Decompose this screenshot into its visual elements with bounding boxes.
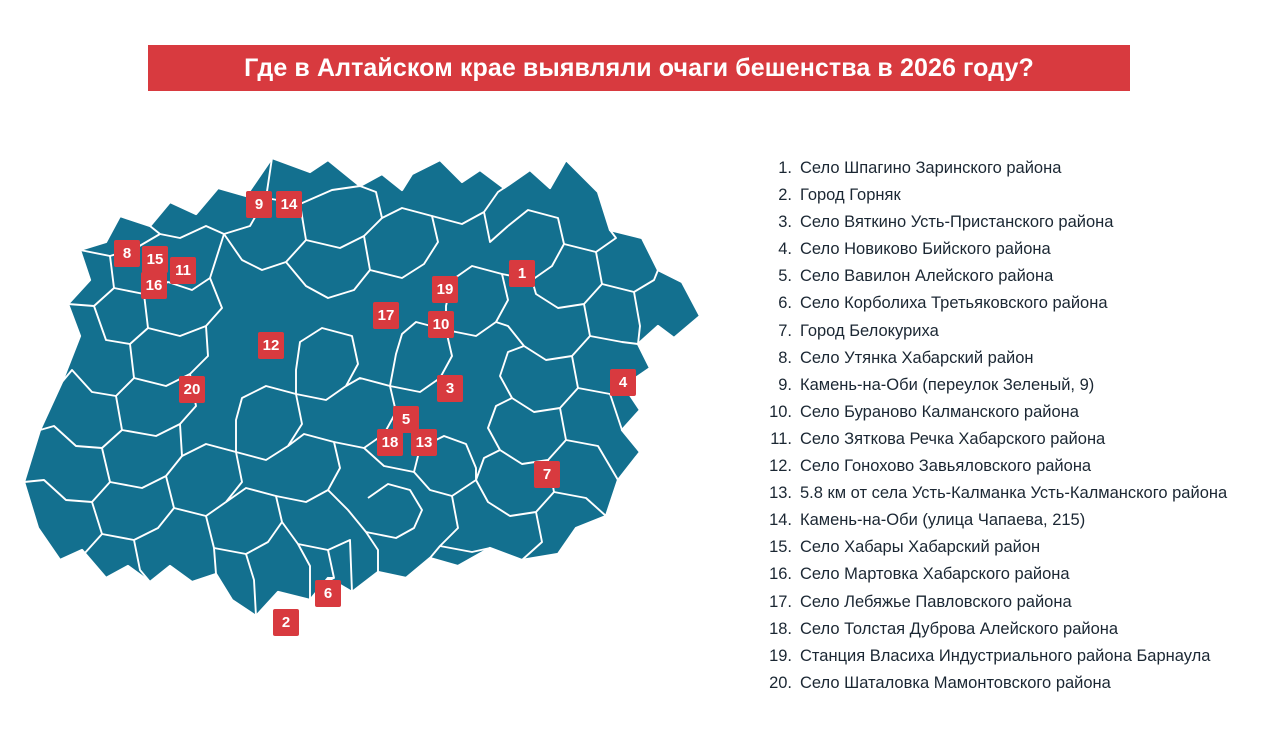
legend-label: Село Зяткова Речка Хабарского района [800, 429, 1106, 448]
legend-number: 6. [778, 294, 792, 313]
legend-item-16 [760, 566, 1270, 583]
legend-list [760, 160, 1270, 702]
map-marker-3[interactable]: 3 [437, 375, 463, 402]
legend-item-17 [760, 594, 1270, 611]
legend-number: 12. [769, 457, 792, 476]
map-marker-20[interactable]: 20 [179, 376, 205, 403]
legend-label: Село Утянка Хабарский район [800, 348, 1034, 367]
legend-number: 8. [778, 348, 792, 367]
map-marker-9[interactable]: 9 [246, 191, 272, 218]
legend-number: 10. [769, 402, 792, 421]
map-marker-8[interactable]: 8 [114, 240, 140, 267]
map-marker-1[interactable]: 1 [509, 260, 535, 287]
legend-item-11 [760, 431, 1270, 448]
map-marker-12[interactable]: 12 [258, 332, 284, 359]
legend-label: Село Лебяжье Павловского района [800, 592, 1072, 611]
legend-item-4 [760, 241, 1270, 258]
legend-item-8 [760, 350, 1270, 367]
legend-number: 5. [778, 267, 792, 286]
legend-item-2 [760, 187, 1270, 204]
legend-label: Село Шаталовка Мамонтовского района [800, 673, 1111, 692]
legend-item-5 [760, 268, 1270, 285]
legend-label: Камень-на-Оби (улица Чапаева, 215) [800, 511, 1086, 530]
legend-label: Село Шпагино Заринского района [800, 159, 1062, 177]
map-marker-19[interactable]: 19 [432, 276, 458, 303]
legend-label: Село Вяткино Усть-Пристанского района [800, 213, 1114, 232]
legend-item-12 [760, 458, 1270, 475]
legend-number: 9. [778, 375, 792, 394]
legend-item-10 [760, 404, 1270, 421]
legend-number: 2. [778, 186, 792, 205]
legend-item-1 [760, 160, 1270, 177]
legend-item-18 [760, 621, 1270, 638]
legend-number: 16. [769, 565, 792, 584]
page-title: Где в Алтайском крае выявляли очаги бешенства в 2026 году? [244, 53, 1034, 82]
map-marker-11[interactable]: 11 [170, 257, 196, 284]
legend-item-19 [760, 648, 1270, 665]
map-marker-2[interactable]: 2 [273, 609, 299, 636]
legend-item-15 [760, 539, 1270, 556]
legend-label: Село Новиково Бийского района [800, 240, 1051, 259]
map-marker-5[interactable]: 5 [393, 406, 419, 433]
map-marker-17[interactable]: 17 [373, 302, 399, 329]
legend-number: 1. [778, 159, 792, 177]
legend-number: 17. [769, 592, 792, 611]
legend-number: 11. [770, 429, 792, 448]
legend-label: Город Горняк [800, 186, 901, 205]
map-marker-6[interactable]: 6 [315, 580, 341, 607]
map-marker-18[interactable]: 18 [377, 429, 403, 456]
map-marker-15[interactable]: 15 [142, 246, 168, 273]
legend-number: 13. [769, 484, 792, 503]
legend-label: Село Толстая Дуброва Алейского района [800, 619, 1119, 638]
legend-item-14 [760, 512, 1270, 529]
legend-item-13 [760, 485, 1270, 502]
legend-item-6 [760, 295, 1270, 312]
legend-number: 4. [778, 240, 792, 259]
legend-label: Город Белокуриха [800, 321, 939, 340]
legend-label: Село Гонохово Завьяловского района [800, 457, 1092, 476]
legend-number: 18. [769, 619, 792, 638]
legend-label: Село Вавилон Алейского района [800, 267, 1054, 286]
legend-label: 5.8 км от села Усть-Калманка Усть-Калманского района [800, 484, 1228, 503]
legend-label: Село Корболиха Третьяковского района [800, 294, 1108, 313]
legend-item-20 [760, 675, 1270, 692]
map-marker-14[interactable]: 14 [276, 191, 302, 218]
map-marker-4[interactable]: 4 [610, 369, 636, 396]
legend-number: 3. [778, 213, 792, 232]
legend-label: Село Бураново Калманского района [800, 402, 1079, 421]
legend-number: 7. [778, 321, 792, 340]
legend-number: 14. [769, 511, 792, 530]
legend-label: Село Хабары Хабарский район [800, 538, 1041, 557]
legend-number: 15. [769, 538, 792, 557]
map-marker-13[interactable]: 13 [411, 429, 437, 456]
legend-item-7 [760, 323, 1270, 340]
map-marker-10[interactable]: 10 [428, 311, 454, 338]
altai-krai-map [10, 130, 710, 690]
legend-item-3 [760, 214, 1270, 231]
map-marker-16[interactable]: 16 [141, 272, 167, 299]
legend-label: Станция Власиха Индустриального района Барнаула [800, 646, 1211, 665]
legend-label: Село Мартовка Хабарского района [800, 565, 1070, 584]
map-container [10, 130, 710, 690]
map-marker-7[interactable]: 7 [534, 461, 560, 488]
legend-number: 20. [769, 673, 792, 692]
page-title-bar [148, 45, 1130, 91]
legend-item-9 [760, 377, 1270, 394]
legend-label: Камень-на-Оби (переулок Зеленый, 9) [800, 375, 1095, 394]
legend-number: 19. [769, 646, 792, 665]
